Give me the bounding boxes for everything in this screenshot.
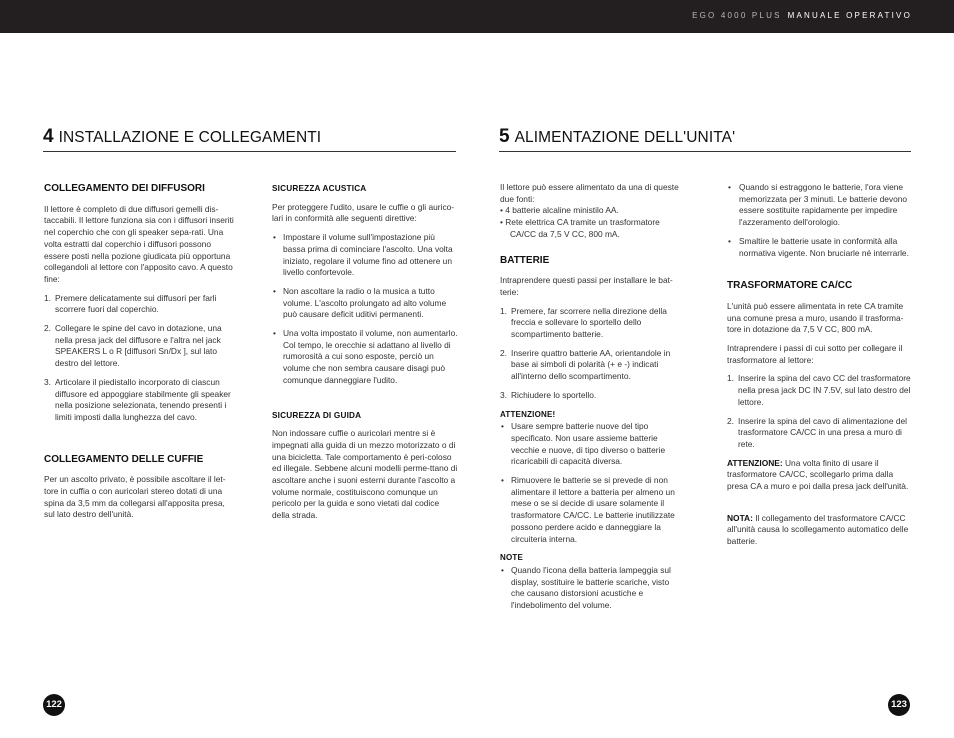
bullet-list (272, 232, 459, 386)
product-name: EGO 4000 PLUS (692, 11, 782, 20)
heading-driving-safety: SICUREZZA DI GUIDA (272, 410, 362, 420)
bullet-text: Usare sempre batterie nuove del tipo specificato. Non usare assieme batterie vecchie e nuove, di tipo diverso o batterie ricaricabili di capacità diversa. (511, 421, 666, 467)
section-title: ALIMENTAZIONE DELL'UNITA' (514, 129, 736, 146)
list-item: • Rimuovere le batterie se si prevede di non alimentare il lettore a batteria per almeno un mese o se si decide di usare solamente il trasformatore CA/CC. Le batterie inutilizzate possono perdere acido e danneggiare la circuiteria interna. (501, 475, 675, 544)
source-item-cont: CA/CC da 7,5 V CC, 800 mA. (510, 228, 620, 239)
list-item: 1. Premere delicatamente sui diffusori per farli scorrere fuori dal coperchio. (44, 292, 217, 315)
step-text: Inserire la spina del cavo CC del trasformatore nella presa jack DC IN 7.5V, sul lato destro del lettore. (738, 373, 911, 407)
list-item: 2. Collegare le spine del cavo in dotazione, una nella presa jack del diffusore e l'altra nel jack SPEAKERS L o R [diffusori Sn/Dx ], sul lato destro del lettore. (44, 323, 222, 369)
bullet-text: Rimuovere le batterie se si prevede di non alimentare il lettore a batteria per almeno un mese o se si decide di usare solamente il trasformatore CA/CC. Le batterie inutilizzate possono perdere acido e danneggiare la circuiteria interna. (511, 475, 675, 544)
section-4-heading (43, 126, 456, 152)
step-text: Inserire quattro batterie AA, orientandole in base ai simboli di polarità (+ e -) indicati all'interno dello scompartimento. (511, 347, 671, 382)
bullet-text: Non ascoltare la radio o la musica a tutto volume. L'ascolto prolungato ad alto volume può causare deficit uditivi permanenti. (283, 285, 447, 320)
section-number: 4 (43, 126, 54, 147)
paragraph: Per un ascolto privato, è possibile ascoltare il let-tore in cuffia o con auricolari stereo dotati di una spina da 3,5 mm da collegarsi all'apposita presa, sul lato destro dell'unità. (44, 474, 226, 520)
bullet-text: Quando l'icona della batteria lampeggia sul display, sostituire le batterie scariche, visto che causano distorsioni acustiche e l'indebolimento del volume. (511, 564, 671, 611)
attention-text: Una volta finito di usare il trasformatore CA/CC, scollegarlo prima dalla presa CA a muro e poi dalla presa jack dell'unità. (727, 457, 909, 492)
attention-label: ATTENZIONE: (727, 457, 783, 468)
column-speakers (44, 182, 234, 528)
heading-speakers: COLLEGAMENTO DEI DIFFUSORI (44, 183, 205, 194)
list-item: • Una volta impostato il volume, non aumentarlo. Col tempo, le orecchie si adattano al livello di rumorosità a cui sono esposte, perciò un volume che non sembra causare disagi può comunque danneggiare l'udito. (273, 328, 458, 385)
nota-paragraph (727, 513, 912, 548)
power-sources (500, 205, 680, 240)
step-text: Richiudere lo sportello. (511, 389, 597, 400)
paragraph: Il lettore può essere alimentato da una di queste due fonti: (500, 182, 679, 204)
section-title: INSTALLAZIONE E COLLEGAMENTI (58, 129, 322, 146)
top-banner (0, 0, 954, 33)
page-number-left: 122 (43, 694, 65, 716)
column-safety (272, 183, 459, 529)
section-5-heading (499, 126, 911, 152)
attention-list (500, 421, 680, 545)
paragraph: Non indossare cuffie o auricolari mentre si è impegnati alla guida di un mezzo motorizzato o di una bicicletta. Tale comportamento è peri-coloso ed illegale. Sebbene alcuni modelli perme-ttano di ascoltare anche i suoni esterni durante l'ascolto a volume normale, costituiscono comunque un pericolo per la guida e sono vietati dal codice della strada. (272, 428, 458, 521)
steps-list (500, 306, 680, 402)
list-item: • Smaltire le batterie usate in conformità alla normativa vigente. Non bruciarle né interrarle. (728, 235, 909, 258)
source-item: • 4 batterie alcaline ministilo AA. (500, 205, 619, 216)
list-item: • Quando si estraggono le batterie, l'ora viene memorizzata per 3 minuti. Le batterie devono essere sostituite rapidamente per impedire l'azzeramento dell'orologio. (728, 182, 908, 228)
bullet-list (727, 182, 912, 259)
paragraph: Per proteggere l'udito, usare le cuffie o gli aurico-lari in conformità alle seguenti direttive: (272, 201, 455, 224)
manual-name: MANUALE OPERATIVO (787, 11, 912, 20)
list-item: 2. Inserire la spina del cavo di alimentazione del trasformatore CA/CC in una presa a muro di rete. (727, 415, 907, 449)
paragraph: L'unità può essere alimentata in rete CA tramite una comune presa a muro, usando il trasforma-tore in dotazione da 7,5 V CC, 800 mA. (727, 300, 904, 335)
page-number-right: 123 (888, 694, 910, 716)
list-item: 1. Inserire la spina del cavo CC del trasformatore nella presa jack DC IN 7.5V, sul lato destro del lettore. (727, 373, 911, 407)
list-item: 2. Inserire quattro batterie AA, orientandole in base ai simboli di polarità (+ e -) indicati all'interno dello scompartimento. (500, 347, 671, 382)
list-item: 1. Premere, far scorrere nella direzione della freccia e sollevare lo sportello dello scompartimento batterie. (500, 305, 667, 340)
heading-acoustic-safety: SICUREZZA ACUSTICA (272, 184, 367, 193)
note-list (500, 565, 680, 612)
column-adapter (727, 182, 912, 555)
bullet-text: Smaltire le batterie usate in conformità alla normativa vigente. Non bruciarle né interrarle. (739, 235, 909, 258)
bullet-text: Una volta impostato il volume, non aumentarlo. Col tempo, le orecchie si adattano al livello di rumorosità a cui sono esposte, perciò un volume che non sembra causare disagi può comunque danneggiare l'udito. (283, 328, 458, 385)
paragraph: Intraprendere questi passi per installare le bat-terie: (500, 275, 673, 297)
note-label: NOTE (500, 553, 524, 563)
step-text: Premere delicatamente sui diffusori per farli scorrere fuori dal coperchio. (55, 292, 217, 315)
step-text: Inserire la spina del cavo di alimentazione del trasformatore CA/CC in una presa a muro di rete. (738, 415, 907, 449)
bullet-text: Quando si estraggono le batterie, l'ora viene memorizzata per 3 minuti. Le batterie devono essere sostituite rapidamente per impedire l'azzeramento dell'orologio. (739, 182, 908, 228)
step-text: Collegare le spine del cavo in dotazione, una nella presa jack del diffusore e l'altra nel jack SPEAKERS L o R [diffusori Sn/Dx ], sul lato destro del lettore. (55, 323, 222, 369)
section-number: 5 (499, 126, 510, 147)
attention-label: ATTENZIONE! (500, 409, 556, 419)
list-item: • Usare sempre batterie nuove del tipo specificato. Non usare assieme batterie vecchie e nuove, di tipo diverso o batterie ricaricabili di capacità diversa. (501, 421, 666, 467)
header-title (692, 11, 912, 20)
list-item: 3. Articolare il piedistallo incorporato di ciascun diffusore ed appoggiare stabilmente gli speaker nella posizione selezionata, tenendo presenti i limiti imposti dalla lunghezza del cavo. (44, 376, 231, 422)
steps-list (44, 293, 234, 424)
list-item: 3. Richiudere lo sportello. (500, 389, 597, 400)
list-item: • Impostare il volume sull'impostazione più bassa prima di cominciare l'ascolto. Una volta iniziato, regolare il volume fino ad ottenere un livello confortevole. (273, 232, 453, 278)
step-text: Articolare il piedistallo incorporato di ciascun diffusore ed appoggiare stabilmente gli speaker nella posizione selezionata, tenendo presenti i limiti imposti dalla lunghezza del cavo. (55, 376, 231, 422)
heading-batteries: BATTERIE (500, 254, 550, 266)
nota-label: NOTA: (727, 512, 753, 523)
list-item: • Non ascoltare la radio o la musica a tutto volume. L'ascolto prolungato ad alto volume può causare deficit uditivi permanenti. (273, 285, 447, 320)
source-item: • Rete elettrica CA tramite un trasformatore (500, 217, 660, 228)
heading-adapter: TRASFORMATORE CA/CC (727, 280, 853, 292)
list-item: • Quando l'icona della batteria lampeggia sul display, sostituire le batterie scariche, visto che causano distorsioni acustiche e l'indebolimento del volume. (501, 564, 671, 611)
paragraph: Il lettore è completo di due diffusori gemelli dis-taccabili. Il lettore funziona sia con i diffusori inseriti nel coperchio che con gli speaker sepa-rati. Una volta estratti dal coperchio i diffusori possono essere posti nella pozione giudicata più opportuna collegandoli al lettore con l'apposito cavo. A questo fine: (44, 203, 234, 284)
steps-list (727, 373, 912, 450)
attention-paragraph (727, 458, 912, 493)
column-batteries (500, 182, 680, 619)
nota-text: Il collegamento del trasformatore CA/CC all'unità causa lo scollegamento automatico delle batterie. (727, 512, 909, 547)
step-text: Premere, far scorrere nella direzione della freccia e sollevare lo sportello dello scompartimento batterie. (511, 305, 667, 340)
bullet-text: Impostare il volume sull'impostazione più bassa prima di cominciare l'ascolto. Una volta iniziato, regolare il volume fino ad ottenere un livello confortevole. (283, 232, 453, 278)
paragraph: Intraprendere i passi di cui sotto per collegare il trasformatore al lettore: (727, 343, 903, 365)
heading-headphones: COLLEGAMENTO DELLE CUFFIE (44, 453, 204, 465)
